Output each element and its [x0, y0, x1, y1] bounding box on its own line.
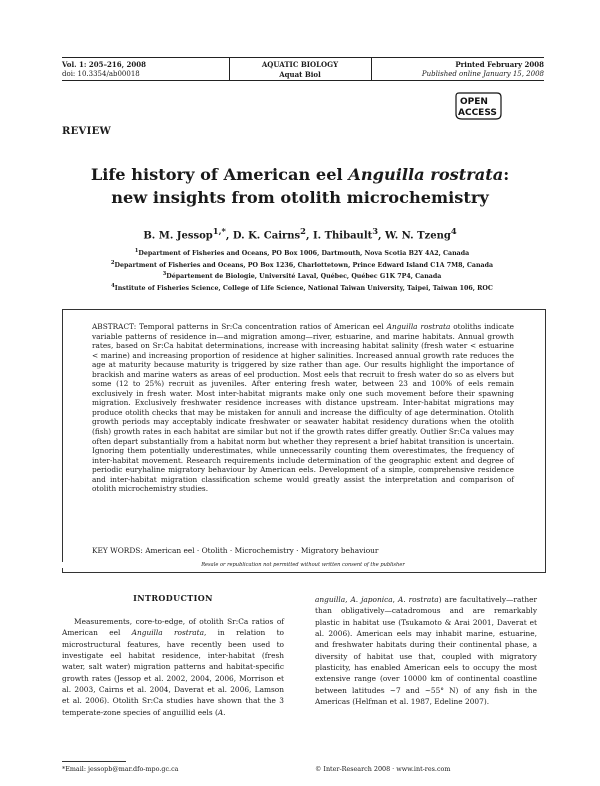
author-name: I. Thibault — [312, 230, 373, 242]
author-name: B. M. Jessop — [143, 230, 213, 242]
publication-dates — [400, 60, 544, 79]
doi: doi: 10.3354/ab00018 — [62, 70, 140, 78]
header-top-rule — [62, 57, 544, 58]
header-divider-1 — [229, 58, 230, 80]
author-list: B. M. Jessop$^{1,*}$, D. K. Cairns$^2$, I. Thibault$^3$, W. N. Tzeng$^4$ — [143, 226, 457, 242]
affiliation: $^4$Institute of Fisheries Science, College of Life Science, National Taiwan University, Taipei, Taiwan 106, ROC — [111, 282, 493, 292]
volume: Vol. 1: 205–216, 2008 — [62, 60, 146, 69]
header-bottom-rule — [62, 80, 544, 81]
keywords-label: KEY WORDS: — [92, 546, 143, 555]
open-access-line2: ACCESS — [458, 108, 497, 118]
section-label: REVIEW — [62, 126, 112, 137]
open-access-icon — [454, 92, 504, 122]
affiliation: $^1$Department of Fisheries and Oceans, PO Box 1006, Dartmouth, Nova Scotia B2Y 4A2, Canada — [134, 248, 470, 258]
affiliation: $^2$Department of Fisheries and Oceans, PO Box 1236, Charlottetown, Prince Edward Island C1A 7M8, Canada — [110, 259, 494, 269]
body-column-left: Measurements, core-to-edge, of otolith Sr:Ca ratios of American eel Anguilla rostrata, in relation to microstructural features, have recently been used to investigate eel habitat residence, inter-habitat (fresh water, salt water) migration patterns and habitat-specific growth rates (Jessop et al. 2002, 2004, 2006, Morrison et al. 2003, Cairns et al. 2004, Daverat et al. 2006, Lamson et al. 2006). Otolith Sr:Ca studies have shown that the 3 temperate-zone species of anguillid eels (A. — [62, 617, 285, 717]
article-title: Life history of American eel Anguilla rostrata: new insights from otolith microchemistry — [90, 165, 510, 207]
volume-info — [62, 60, 146, 79]
body-column-right: anguilla, A. japonica, A. rostrata) are facultatively—rather than obligatively—catadromous and are remarkably plastic in habitat use (Tsukamoto & Arai 2001, Daverat et al. 2006). American eels may inhabit marine, estuarine, and freshwater habitats during their continental phase, a diversity of habitat use that, coupled with migratory plasticity, has enabled American eels to occupy the most extensive range (over 10000 km of continental coastline between latitudes ~7 and ~55° N) of any fish in the Americas (Helfman et al. 1987, Edeline 2007). — [315, 595, 537, 707]
title-species: Anguilla rostrata — [348, 165, 504, 184]
footnote-email: *Email: jessopb@mar.dfo-mpo.gc.ca — [62, 765, 179, 773]
open-access-line1: OPEN — [460, 97, 488, 107]
affiliation: $^3$Département de Biologie, Université Laval, Québec, Québec G1K 7P4, Canada — [162, 271, 442, 281]
keywords: KEY WORDS: American eel · Otolith · Microchemistry · Migratory behaviour — [92, 546, 379, 555]
journal-abbrev: Aquat Biol — [279, 70, 321, 79]
published-online: Published online January 15, 2008 — [421, 70, 544, 78]
open-access-logo — [454, 92, 504, 122]
resale-notice: Resale or republication not permitted without written consent of the publisher — [62, 562, 544, 568]
introduction-heading: INTRODUCTION — [133, 593, 213, 603]
author-name: W. N. Tzeng — [385, 230, 451, 242]
copyright: © Inter-Research 2008 · www.int-res.com — [315, 765, 451, 773]
header-divider-2 — [371, 58, 372, 80]
affiliations — [92, 247, 512, 293]
abstract: ABSTRACT: Temporal patterns in Sr:Ca concentration ratios of American eel Anguilla rostrata otoliths indicate variable patterns of residence in—and migration among—river, estuarine, and marine habitats. Annual growth rates, based on Sr:Ca habitat determinations, increase with increasing habitat salinity (fresh water < estuarine < marine) and increasing proportion of residence at higher salinities. Increased annual growth rate reduces the age at maturity because maturity is triggered by size rather than age. Our results highlight the importance of brackish and marine waters as areas of eel production. Most eels that recruit to fresh water do so as elvers but some (12 to 25%) recruit as juveniles. After entering fresh water, between 23 and 100% of eels remain exclusively in fresh water. Most inter-habitat migrants make only one such movement before their spawning migration. Exclusively freshwater residence increases with distance upstream. Inter-habitat migrations may produce otolith checks that may be mistaken for annuli and increase the difficulty of age determination. Otolith growth periods may acceptably indicate freshwater or seawater habitat residency durations when the otolith (fish) growth rates in each habitat are similar but not if the growth rates differ greatly. Outlier Sr:Ca values may often depart substantially from a habitat norm but whether they represent a brief habitat transition is uncertain. Ignoring them potentially underestimates, while unnecessarily counting them overestimates, the frequency of inter-habitat movement. Research requirements include determination of the geographic extent and degree of periodic euryhaline migratory behaviour by American eels. Development of a simple, comprehensive residence and inter-habitat migration classification scheme would greatly assist the interpretation and comparison of otolith microchemistry studies. — [92, 322, 515, 494]
abstract-label: ABSTRACT: — [92, 322, 137, 331]
author-name: D. K. Cairns — [232, 230, 301, 242]
footnote-rule — [62, 761, 126, 762]
printed-date: Printed February 2008 — [455, 60, 544, 69]
journal-name: AQUATIC BIOLOGY — [261, 60, 339, 69]
journal-info — [232, 60, 368, 80]
title-line2: new insights from otolith microchemistry — [111, 188, 489, 207]
